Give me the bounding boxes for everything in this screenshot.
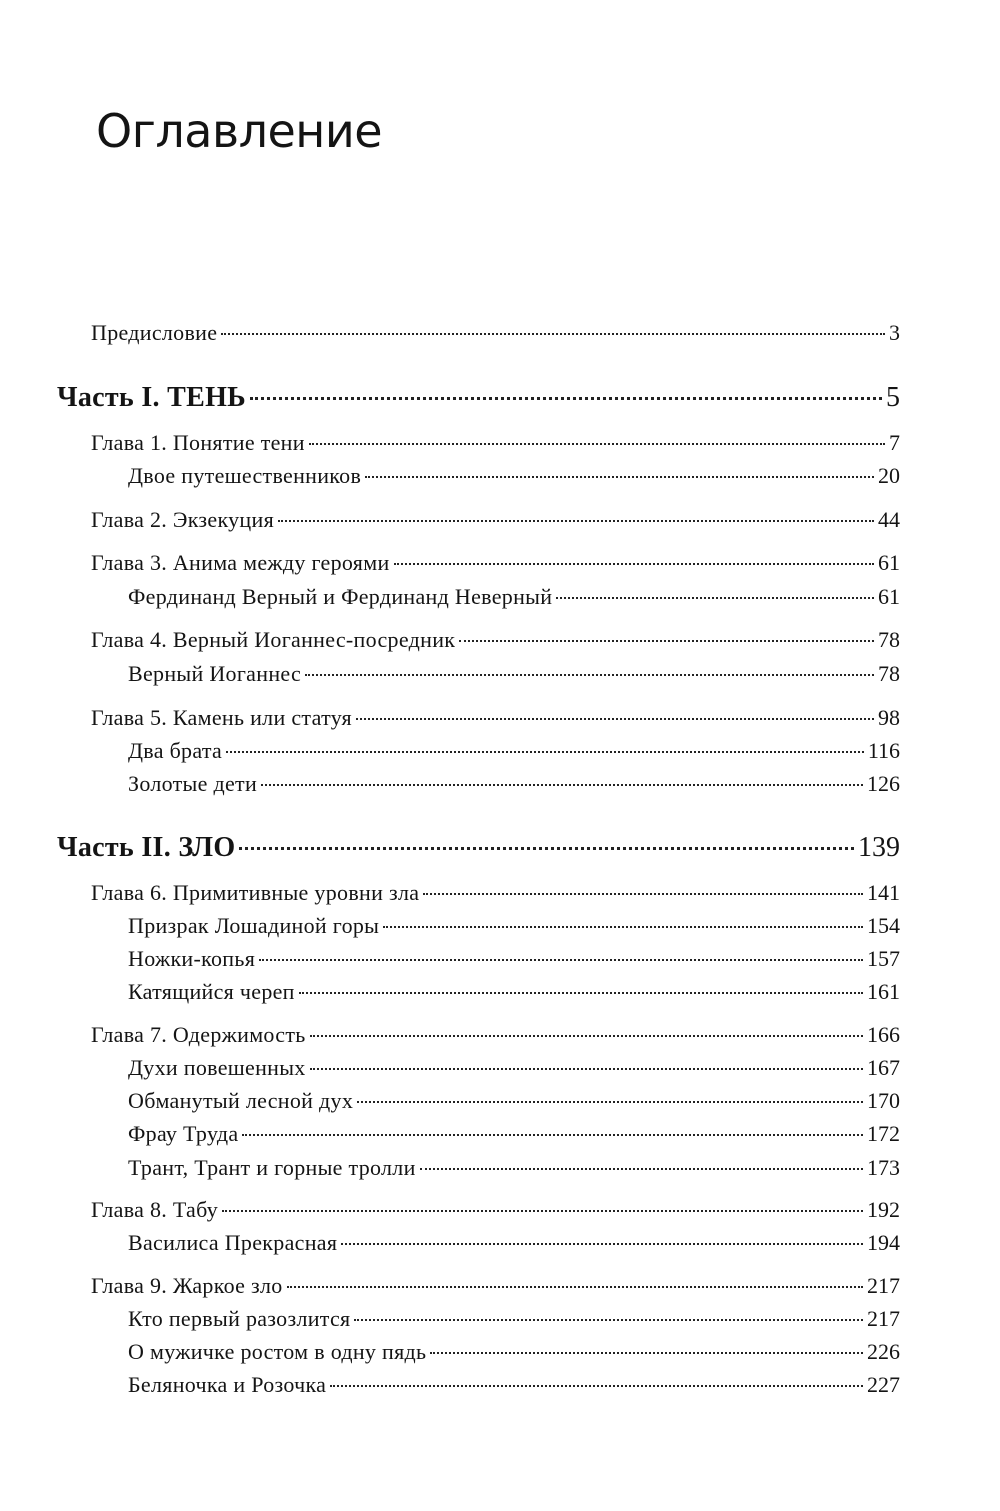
page-number: 139 [858,832,900,863]
toc-entry-preface[interactable] [91,320,900,346]
dot-leader [259,959,863,961]
toc-entry-tale[interactable] [128,1339,900,1365]
page-number: 227 [867,1372,900,1397]
entry-label: Кто первый разозлится [128,1306,351,1331]
dot-leader [556,597,874,599]
entry-label: Обманутый лесной дух [128,1088,354,1113]
entry-label: Часть II. ЗЛО [57,832,236,863]
entry-label: Часть I. ТЕНЬ [57,382,246,413]
toc-entry-chapter-7[interactable] [91,1022,900,1048]
entry-label: Два брата [128,738,223,763]
page-number: 173 [867,1155,900,1180]
entry-label: Фрау Труда [128,1121,239,1146]
page-number: 192 [867,1197,900,1222]
dot-leader [365,476,874,478]
entry-label: Ножки-копья [128,946,256,971]
entry-label: Двое путешественников [128,463,362,488]
page-number: 172 [867,1121,900,1146]
toc-entry-tale[interactable] [128,1372,900,1398]
page-number: 166 [867,1022,900,1047]
dot-leader [226,751,864,753]
page-number: 78 [878,661,900,686]
page-number: 116 [867,738,900,763]
entry-label: Глава 5. Камень или статуя [91,705,352,730]
dot-leader [250,397,882,400]
toc-entry-chapter-1[interactable] [91,430,900,456]
toc-entry-chapter-6[interactable] [91,880,900,906]
dot-leader [305,674,874,676]
toc-entry-tale[interactable] [128,1306,900,1332]
toc-entry-tale[interactable] [128,979,900,1005]
page-number: 5 [886,382,900,413]
page-number: 98 [878,705,900,730]
dot-leader [287,1286,863,1288]
toc-entry-tale[interactable] [128,1155,900,1181]
entry-label: Василиса Прекрасная [128,1230,338,1255]
entry-label: Предисловие [91,320,218,345]
entry-label: Глава 6. Примитивные уровни зла [91,880,420,905]
entry-label: Трант, Трант и горные тролли [128,1155,416,1180]
dot-leader [459,640,874,642]
toc-entry-tale[interactable] [128,771,900,797]
toc-entry-tale[interactable] [128,738,900,764]
toc-entry-part-1[interactable] [57,382,900,414]
entry-label: Глава 9. Жаркое зло [91,1273,283,1298]
page-number: 7 [889,430,900,455]
page-number: 194 [867,1230,900,1255]
toc-entry-chapter-9[interactable] [91,1273,900,1299]
toc-entry-chapter-3[interactable] [91,550,900,576]
dot-leader [354,1319,863,1321]
toc-entry-chapter-5[interactable] [91,705,900,731]
entry-label: О мужичке ростом в одну пядь [128,1339,427,1364]
entry-label: Глава 4. Верный Иоганнес-посредник [91,627,456,652]
page-number: 126 [867,771,900,796]
entry-label: Глава 1. Понятие тени [91,430,305,455]
entry-label: Катящийся череп [128,979,295,1004]
toc-entry-chapter-8[interactable] [91,1197,900,1223]
dot-leader [356,718,874,720]
dot-leader [261,784,863,786]
dot-leader [423,893,863,895]
page-number: 226 [867,1339,900,1364]
entry-label: Глава 7. Одержимость [91,1022,306,1047]
dot-leader [383,926,863,928]
dot-leader [430,1352,863,1354]
toc-entry-tale[interactable] [128,1055,900,1081]
page-number: 61 [878,584,900,609]
page-number: 161 [867,979,900,1004]
dot-leader [242,1134,863,1136]
entry-label: Глава 2. Экзекуция [91,507,274,532]
entry-label: Верный Иоганнес [128,661,302,686]
page-number: 44 [878,507,900,532]
toc-entry-tale[interactable] [128,584,900,610]
dot-leader [394,563,874,565]
dot-leader [357,1101,863,1103]
dot-leader [221,333,885,335]
page-number: 3 [889,320,900,345]
page-number: 167 [867,1055,900,1080]
entry-label: Духи повешенных [128,1055,306,1080]
dot-leader [278,520,874,522]
entry-label: Беляночка и Розочка [128,1372,327,1397]
page-number: 61 [878,550,900,575]
page-number: 78 [878,627,900,652]
page-number: 217 [867,1273,900,1298]
toc-entry-chapter-2[interactable] [91,507,900,533]
toc-entry-tale[interactable] [128,1088,900,1114]
toc-entry-tale[interactable] [128,946,900,972]
dot-leader [299,992,863,994]
page-number: 170 [867,1088,900,1113]
entry-label: Фердинанд Верный и Фердинанд Неверный [128,584,553,609]
dot-leader [420,1168,863,1170]
toc-entry-tale[interactable] [128,1230,900,1256]
dot-leader [310,1068,863,1070]
dot-leader [310,1035,863,1037]
toc-entry-tale[interactable] [128,1121,900,1147]
dot-leader [239,847,854,850]
page-number: 154 [867,913,900,938]
toc-entry-part-2[interactable] [57,832,900,864]
page-number: 217 [867,1306,900,1331]
toc-entry-tale[interactable] [128,661,900,687]
entry-label: Золотые дети [128,771,258,796]
entry-label: Глава 8. Табу [91,1197,219,1222]
entry-label: Призрак Лошадиной горы [128,913,380,938]
page-title: Оглавление [96,104,383,158]
toc-entry-tale[interactable] [128,913,900,939]
page-number: 141 [867,880,900,905]
dot-leader [309,443,885,445]
page-number: 157 [867,946,900,971]
entry-label: Глава 3. Анима между героями [91,550,390,575]
page-number: 20 [878,463,900,488]
dot-leader [330,1385,863,1387]
dot-leader [222,1210,863,1212]
toc-entry-tale[interactable] [128,463,900,489]
toc-entry-chapter-4[interactable] [91,627,900,653]
dot-leader [341,1243,863,1245]
